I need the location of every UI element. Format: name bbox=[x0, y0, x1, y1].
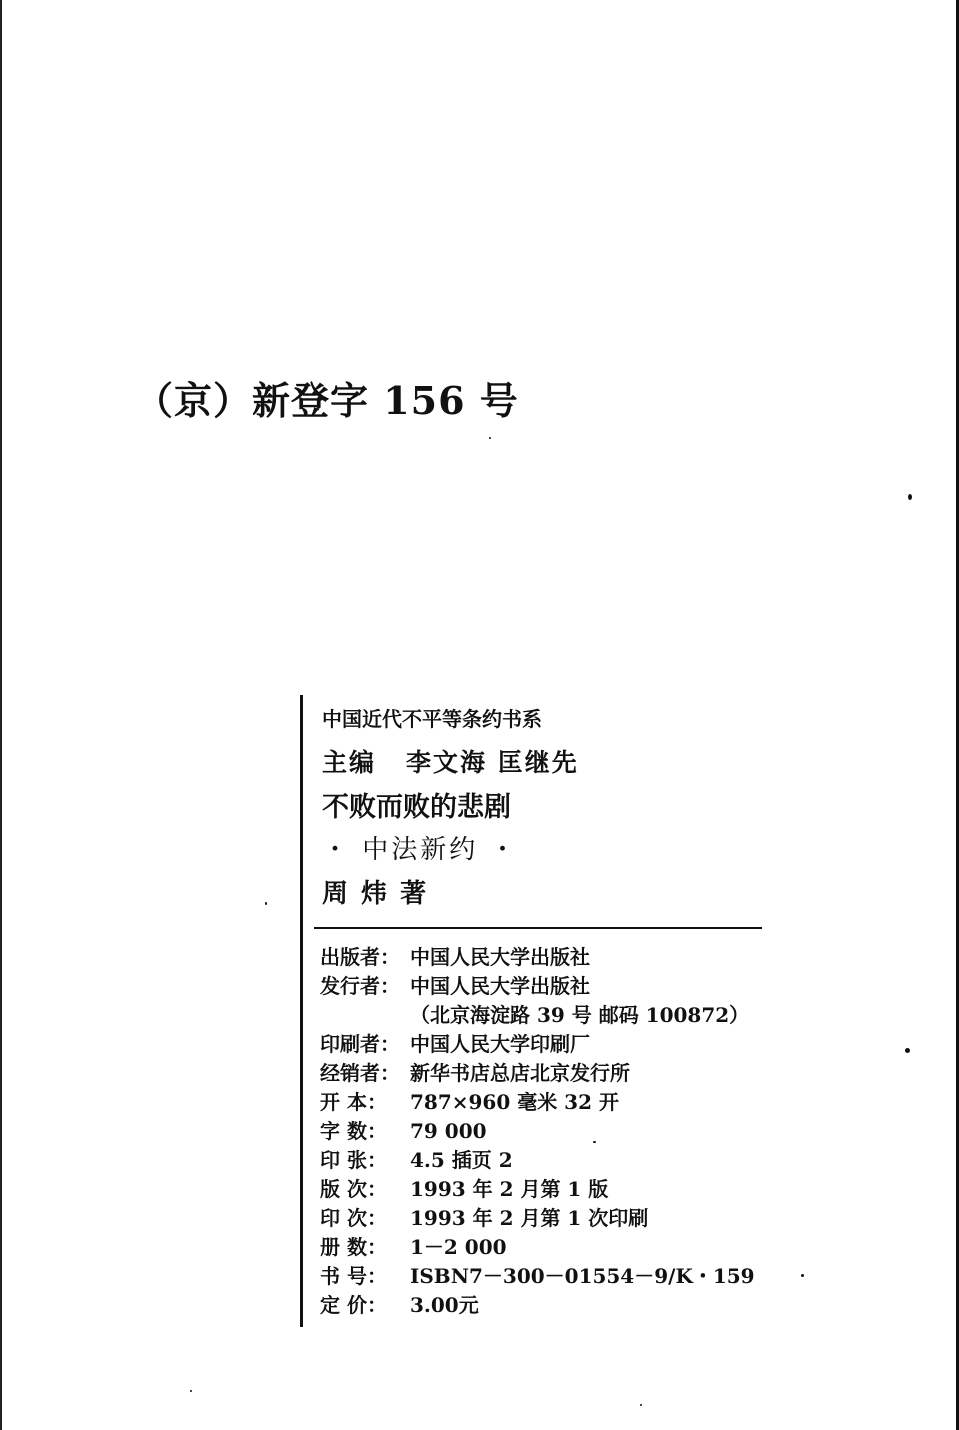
detail-label: 定 价： bbox=[320, 1293, 387, 1317]
editors-names: 李文海 匡继先 bbox=[406, 748, 579, 777]
detail-value: 1993 年 2 月第 1 版 bbox=[410, 1177, 609, 1201]
scan-edge-left bbox=[0, 0, 2, 1430]
detail-value: 787×960 毫米 32 开 bbox=[410, 1090, 619, 1114]
detail-label: 印 张： bbox=[320, 1148, 387, 1172]
scan-speck bbox=[190, 1390, 192, 1392]
detail-row bbox=[320, 1262, 755, 1290]
copyright-info-block bbox=[300, 695, 770, 1327]
detail-row bbox=[320, 943, 590, 971]
detail-row bbox=[320, 1204, 648, 1232]
scan-speck bbox=[489, 437, 491, 439]
detail-label: 开 本： bbox=[320, 1090, 387, 1114]
detail-row bbox=[320, 1088, 619, 1116]
detail-value: 新华书店总店北京发行所 bbox=[410, 1061, 630, 1085]
detail-label: 册 数： bbox=[320, 1235, 387, 1259]
detail-label: 字 数： bbox=[320, 1119, 387, 1143]
detail-row bbox=[320, 1059, 630, 1087]
detail-value: （北京海淀路 39 号 邮码 100872） bbox=[410, 1003, 750, 1027]
scan-speck bbox=[908, 494, 912, 500]
detail-value: 中国人民大学印刷厂 bbox=[410, 1032, 590, 1056]
book-subtitle: ・ 中法新约 ・ bbox=[322, 835, 519, 865]
detail-value: ISBN7－300－01554－9/K・159 bbox=[410, 1264, 755, 1288]
detail-value: 1993 年 2 月第 1 次印刷 bbox=[410, 1206, 649, 1230]
detail-row bbox=[320, 1233, 507, 1261]
detail-value: 中国人民大学出版社 bbox=[410, 974, 590, 998]
detail-row bbox=[320, 1001, 749, 1029]
detail-row bbox=[320, 1146, 513, 1174]
detail-value: 79 000 bbox=[410, 1119, 487, 1143]
detail-row bbox=[320, 1291, 479, 1319]
vertical-rule bbox=[300, 695, 303, 1327]
detail-row bbox=[320, 1117, 487, 1145]
horizontal-rule bbox=[314, 927, 762, 929]
chief-editors bbox=[322, 743, 579, 779]
detail-value: 1－2 000 bbox=[410, 1235, 507, 1259]
scan-speck bbox=[593, 1141, 596, 1143]
book-title: 不败而败的悲剧 bbox=[322, 792, 511, 823]
detail-row bbox=[320, 1175, 608, 1203]
detail-label: 经销者： bbox=[320, 1061, 400, 1085]
detail-value: 3.00元 bbox=[410, 1293, 479, 1317]
scan-speck bbox=[265, 902, 267, 905]
detail-label: 发行者： bbox=[320, 974, 400, 998]
scan-speck bbox=[801, 1274, 804, 1277]
editors-label: 主编 bbox=[322, 748, 377, 777]
detail-value: 中国人民大学出版社 bbox=[410, 945, 590, 969]
book-author: 周 炜 著 bbox=[322, 879, 429, 909]
book-series-name: 中国近代不平等条约书系 bbox=[322, 707, 542, 731]
detail-row bbox=[320, 972, 590, 1000]
detail-row bbox=[320, 1030, 590, 1058]
detail-label: 出版者： bbox=[320, 945, 400, 969]
detail-label: 印刷者： bbox=[320, 1032, 400, 1056]
detail-value: 4.5 插页 2 bbox=[410, 1148, 513, 1172]
publisher-registration-number: （京）新登字 156 号 bbox=[135, 378, 519, 423]
scan-speck bbox=[905, 1048, 910, 1053]
detail-label: 版 次： bbox=[320, 1177, 387, 1201]
detail-label: 书 号： bbox=[320, 1264, 387, 1288]
scan-speck bbox=[640, 1404, 642, 1406]
detail-label: 印 次： bbox=[320, 1206, 387, 1230]
